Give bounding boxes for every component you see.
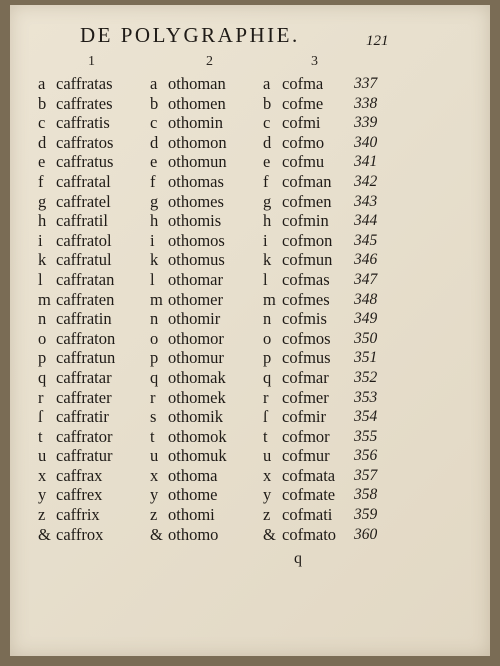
col1-letter: ſ — [38, 407, 43, 427]
col1-letter: o — [38, 328, 47, 348]
col3-letter: u — [263, 446, 272, 466]
column-number-3: 3 — [311, 54, 318, 69]
col1-word: caffratan — [56, 269, 115, 289]
col1-letter: e — [38, 152, 46, 172]
signature-mark: q — [294, 550, 302, 567]
table-row — [10, 427, 490, 447]
table-row — [10, 113, 490, 133]
col1-letter: h — [38, 211, 47, 231]
col3-letter: t — [263, 426, 268, 446]
col1-letter: f — [38, 171, 44, 191]
table-row — [10, 485, 490, 505]
col2-word: othomes — [168, 191, 224, 211]
col3-word: cofmus — [282, 348, 331, 368]
running-head-title: DE POLYGRAPHIE. — [80, 23, 300, 47]
col2-word: othomok — [168, 426, 227, 446]
col3-word: cofmi — [282, 113, 321, 133]
col2-letter: u — [150, 446, 159, 466]
col1-letter: t — [38, 426, 43, 446]
table-row — [10, 368, 490, 388]
row-numeral: 356 — [354, 447, 378, 465]
col3-word: cofmin — [282, 211, 329, 231]
col1-word: caffratur — [56, 446, 113, 466]
col1-word: caffraton — [56, 328, 116, 348]
col2-letter: t — [150, 426, 155, 446]
col3-letter: y — [263, 485, 272, 505]
row-numeral: 338 — [354, 94, 378, 112]
table-row — [10, 309, 490, 329]
table-row — [10, 192, 490, 212]
col1-word: caffratos — [56, 132, 114, 152]
col3-word: cofmor — [282, 426, 330, 446]
col2-word: othomi — [168, 505, 215, 525]
col2-letter: f — [150, 171, 156, 191]
col1-word: caffraten — [56, 289, 115, 309]
col1-word: caffratun — [56, 348, 116, 368]
col3-letter: a — [263, 74, 271, 93]
table-row — [10, 525, 490, 545]
col1-letter: c — [38, 113, 46, 133]
col2-letter: q — [150, 367, 159, 387]
col1-letter: y — [38, 485, 47, 505]
row-numeral: 359 — [354, 506, 378, 524]
table-row — [10, 94, 490, 114]
col2-letter: d — [150, 132, 159, 152]
col2-word: othomuk — [168, 446, 227, 466]
col3-word: cofmun — [282, 250, 333, 270]
row-numeral: 347 — [354, 270, 378, 288]
col2-letter: l — [150, 269, 155, 289]
col3-word: cofmar — [282, 367, 329, 387]
col1-word: caffrater — [56, 387, 112, 407]
col3-word: cofman — [282, 171, 332, 191]
table-row — [10, 231, 490, 251]
col3-letter: g — [263, 191, 272, 211]
col1-word: caffratal — [56, 171, 111, 191]
col2-word: othomos — [168, 230, 225, 250]
col3-word: cofmen — [282, 191, 332, 211]
col2-letter: n — [150, 309, 159, 329]
col1-word: caffrax — [56, 465, 103, 485]
col3-word: cofmir — [282, 407, 326, 427]
col1-letter: p — [38, 348, 47, 368]
col1-word: caffrator — [56, 426, 113, 446]
col2-word: othomo — [168, 524, 219, 544]
col1-word: caffrox — [56, 524, 104, 544]
col3-word: cofmur — [282, 446, 330, 466]
col2-letter: h — [150, 211, 159, 231]
col1-word: caffratul — [56, 250, 112, 270]
col3-word: cofma — [282, 74, 324, 93]
col1-letter: d — [38, 132, 47, 152]
row-numeral: 349 — [354, 310, 378, 328]
col2-word: othoman — [168, 74, 226, 93]
col1-word: caffrates — [56, 93, 113, 113]
col1-word: caffratil — [56, 211, 108, 231]
table-row — [10, 348, 490, 368]
col3-word: cofmer — [282, 387, 329, 407]
row-numeral: 358 — [354, 486, 378, 504]
col3-word: cofmon — [282, 230, 333, 250]
page-number: 121 — [366, 33, 389, 49]
row-numeral: 339 — [354, 114, 378, 132]
col2-letter: o — [150, 328, 159, 348]
row-numeral: 353 — [354, 388, 378, 406]
table-row — [10, 329, 490, 349]
col2-word: othomer — [168, 289, 223, 309]
col3-word: cofmas — [282, 269, 330, 289]
col3-word: cofmis — [282, 309, 327, 329]
col1-word: caffratas — [56, 74, 113, 93]
col2-letter: x — [150, 465, 159, 485]
col1-word: caffratol — [56, 230, 112, 250]
col1-letter: k — [38, 250, 47, 270]
col1-word: caffratar — [56, 367, 112, 387]
col2-word: othomin — [168, 113, 224, 133]
col2-word: othomus — [168, 250, 225, 270]
col2-letter: z — [150, 505, 158, 525]
col2-word: othomek — [168, 387, 226, 407]
col1-letter: z — [38, 505, 46, 525]
table-row — [10, 466, 490, 486]
col2-letter: e — [150, 152, 158, 172]
col2-word: othomir — [168, 309, 221, 329]
col2-letter: g — [150, 191, 159, 211]
col3-letter: ſ — [263, 407, 268, 427]
table-row — [10, 446, 490, 466]
col2-word: othoma — [168, 465, 218, 485]
col2-letter: y — [150, 485, 159, 505]
table-row — [10, 74, 490, 94]
col1-word: caffratir — [56, 407, 109, 427]
col2-word: othomur — [168, 348, 224, 368]
col2-letter: k — [150, 250, 159, 270]
col1-letter: b — [38, 93, 47, 113]
col2-word: othomik — [168, 407, 224, 427]
col3-letter: c — [263, 113, 271, 133]
col3-word: cofmo — [282, 132, 325, 152]
col2-letter: s — [150, 407, 157, 427]
col3-letter: r — [263, 387, 269, 407]
col1-letter: m — [38, 289, 51, 309]
col2-letter: & — [150, 524, 163, 544]
col1-word: caffrix — [56, 505, 100, 525]
col3-letter: z — [263, 505, 271, 525]
col3-letter: k — [263, 250, 272, 270]
col3-letter: f — [263, 171, 269, 191]
table-row — [10, 270, 490, 290]
table-row — [10, 388, 490, 408]
col1-letter: a — [38, 74, 46, 93]
col1-letter: r — [38, 387, 44, 407]
col2-word: othomak — [168, 367, 226, 387]
col3-letter: q — [263, 367, 272, 387]
row-numeral: 351 — [354, 349, 378, 367]
row-numeral: 345 — [354, 231, 378, 249]
row-numeral: 344 — [354, 212, 378, 230]
col3-letter: o — [263, 328, 272, 348]
col1-letter: g — [38, 191, 47, 211]
cipher-table — [10, 74, 490, 544]
table-row — [10, 505, 490, 525]
col3-letter: e — [263, 152, 271, 172]
col2-letter: r — [150, 387, 156, 407]
table-row — [10, 211, 490, 231]
col3-word: cofmu — [282, 152, 325, 172]
table-row — [10, 133, 490, 153]
col2-word: othomor — [168, 328, 224, 348]
col2-letter: m — [150, 289, 163, 309]
col3-word: cofmato — [282, 524, 337, 544]
col3-letter: l — [263, 269, 268, 289]
row-numeral: 354 — [354, 408, 378, 426]
col2-letter: a — [150, 74, 158, 93]
col2-word: othomen — [168, 93, 226, 113]
column-number-1: 1 — [88, 54, 95, 69]
col3-letter: & — [263, 524, 276, 544]
col1-letter: i — [38, 230, 43, 250]
col1-word: caffratus — [56, 152, 114, 172]
col3-word: cofmos — [282, 328, 331, 348]
col3-letter: m — [263, 289, 276, 309]
col3-letter: h — [263, 211, 272, 231]
table-row — [10, 407, 490, 427]
col3-word: cofmate — [282, 485, 336, 505]
col3-letter: x — [263, 465, 272, 485]
col1-letter: q — [38, 367, 47, 387]
col3-letter: b — [263, 93, 272, 113]
col1-letter: x — [38, 465, 47, 485]
col2-word: othomas — [168, 171, 224, 191]
col1-word: caffratis — [56, 113, 110, 133]
col2-word: othomun — [168, 152, 227, 172]
col1-letter: n — [38, 309, 47, 329]
col1-word: caffrex — [56, 485, 103, 505]
row-numeral: 346 — [354, 251, 378, 269]
table-row — [10, 250, 490, 270]
col3-word: cofme — [282, 93, 324, 113]
col3-word: cofmati — [282, 505, 333, 525]
row-numeral: 342 — [354, 172, 378, 190]
row-numeral: 341 — [354, 153, 378, 171]
row-numeral: 348 — [354, 290, 378, 308]
col1-letter: & — [38, 524, 51, 544]
table-row — [10, 172, 490, 192]
book-page — [10, 5, 490, 656]
column-number-2: 2 — [206, 54, 213, 69]
row-numeral: 343 — [354, 192, 378, 210]
row-numeral: 337 — [354, 75, 378, 92]
col1-word: caffratel — [56, 191, 111, 211]
row-numeral: 355 — [354, 427, 378, 445]
row-numeral: 352 — [354, 368, 378, 386]
table-row — [10, 152, 490, 172]
col2-word: othomon — [168, 132, 227, 152]
col2-word: othomis — [168, 211, 222, 231]
col2-word: othome — [168, 485, 218, 505]
row-numeral: 360 — [354, 525, 378, 543]
col3-word: cofmes — [282, 289, 330, 309]
col2-letter: p — [150, 348, 159, 368]
col3-letter: d — [263, 132, 272, 152]
col3-letter: n — [263, 309, 272, 329]
col2-letter: c — [150, 113, 158, 133]
row-numeral: 340 — [354, 133, 378, 151]
col1-word: caffratin — [56, 309, 112, 329]
col2-letter: i — [150, 230, 155, 250]
table-row — [10, 290, 490, 310]
col1-letter: l — [38, 269, 43, 289]
col2-letter: b — [150, 93, 159, 113]
row-numeral: 357 — [354, 466, 378, 484]
col3-letter: i — [263, 230, 268, 250]
col1-letter: u — [38, 446, 47, 466]
col3-letter: p — [263, 348, 272, 368]
row-numeral: 350 — [354, 329, 378, 347]
col3-word: cofmata — [282, 465, 336, 485]
col2-word: othomar — [168, 269, 223, 289]
